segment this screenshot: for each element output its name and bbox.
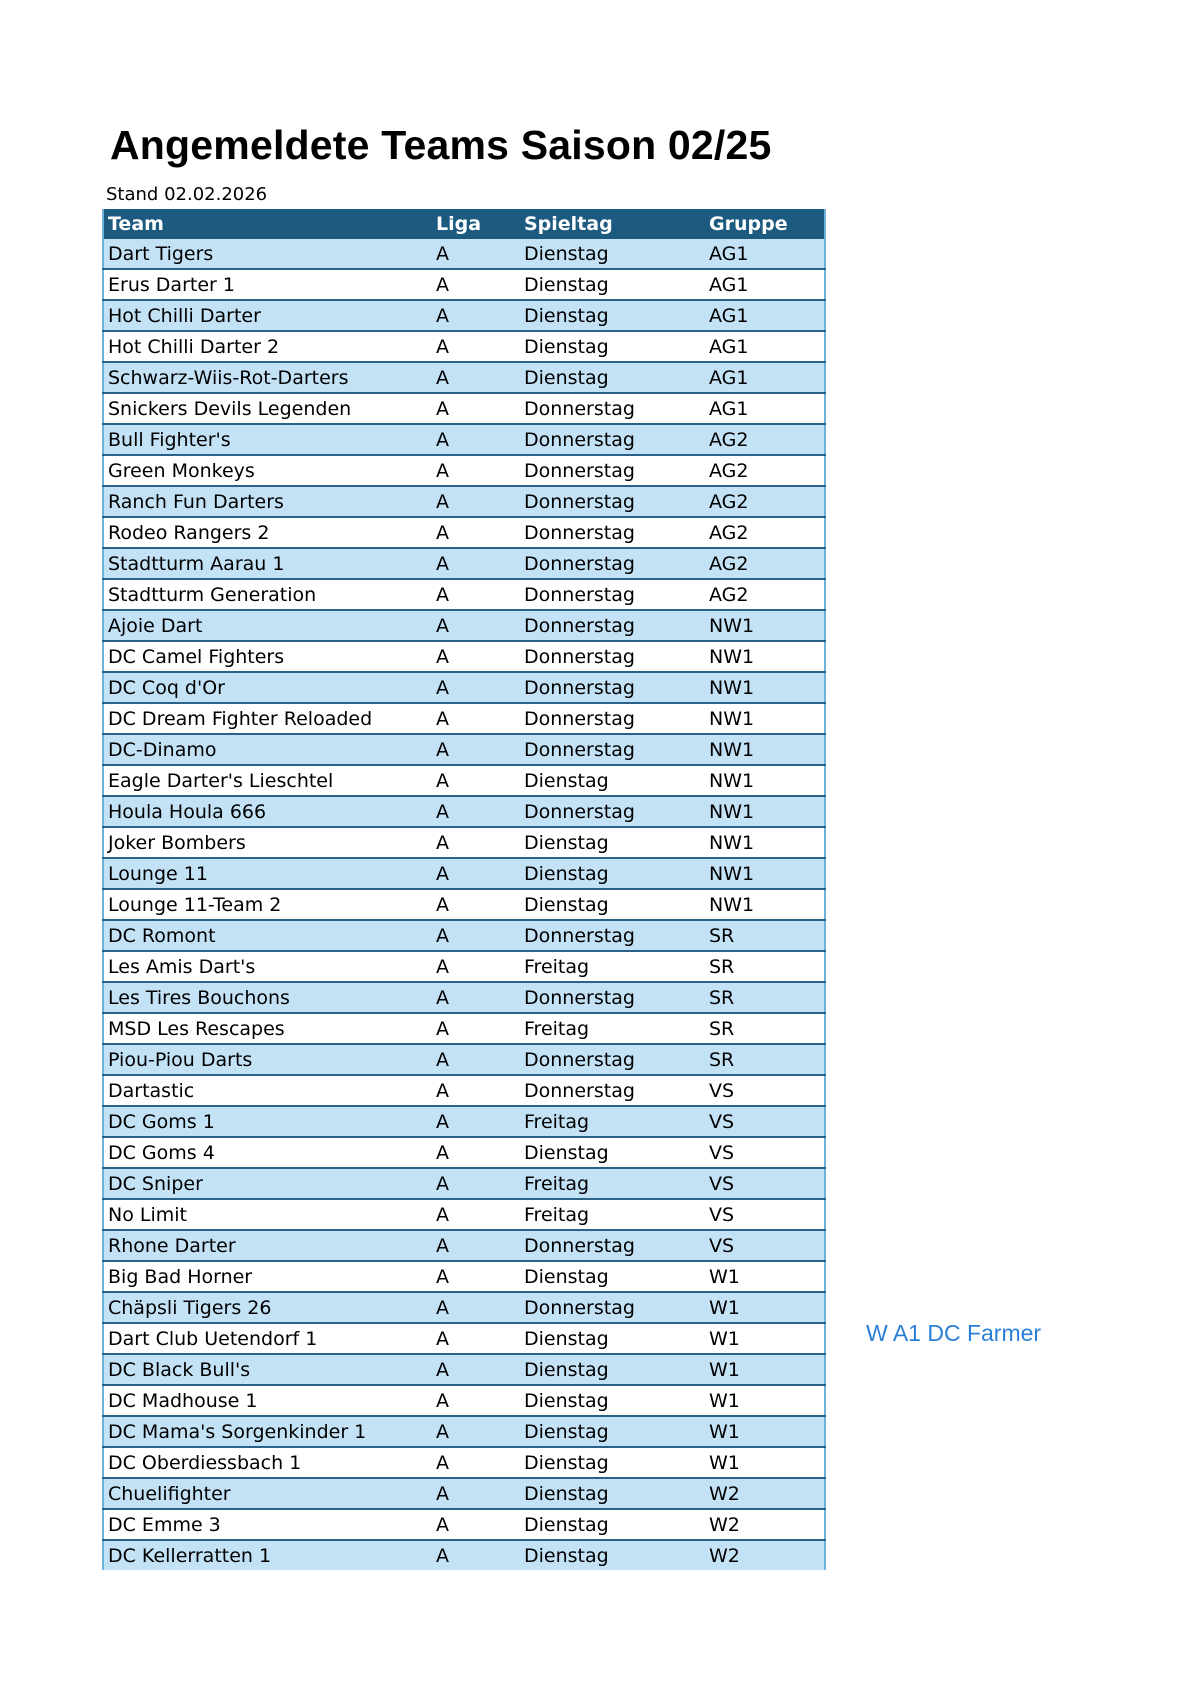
cell-spieltag: Dienstag [520, 269, 705, 300]
cell-liga: A [432, 827, 520, 858]
cell-spieltag: Freitag [520, 1106, 705, 1137]
cell-spieltag: Donnerstag [520, 734, 705, 765]
cell-team: DC Goms 4 [103, 1137, 432, 1168]
cell-spieltag: Dienstag [520, 239, 705, 269]
cell-team: DC Emme 3 [103, 1509, 432, 1540]
table-row [103, 703, 825, 734]
cell-gruppe: W1 [705, 1354, 825, 1385]
cell-liga: A [432, 1013, 520, 1044]
cell-team: Joker Bombers [103, 827, 432, 858]
cell-liga: A [432, 1106, 520, 1137]
cell-gruppe: NW1 [705, 610, 825, 641]
cell-team: DC Romont [103, 920, 432, 951]
cell-team: Ranch Fun Darters [103, 486, 432, 517]
cell-liga: A [432, 796, 520, 827]
cell-liga: A [432, 1385, 520, 1416]
cell-team: Dart Club Uetendorf 1 [103, 1323, 432, 1354]
cell-spieltag: Donnerstag [520, 796, 705, 827]
cell-team: Les Amis Dart's [103, 951, 432, 982]
cell-spieltag: Donnerstag [520, 424, 705, 455]
cell-gruppe: SR [705, 982, 825, 1013]
cell-gruppe: NW1 [705, 703, 825, 734]
cell-gruppe: SR [705, 951, 825, 982]
cell-spieltag: Dienstag [520, 362, 705, 393]
cell-team: Big Bad Horner [103, 1261, 432, 1292]
cell-liga: A [432, 1323, 520, 1354]
table-row [103, 362, 825, 393]
cell-spieltag: Donnerstag [520, 1230, 705, 1261]
cell-liga: A [432, 1261, 520, 1292]
table-row [103, 300, 825, 331]
table-row [103, 1199, 825, 1230]
cell-team: Snickers Devils Legenden [103, 393, 432, 424]
table-row [103, 982, 825, 1013]
teams-table [102, 209, 826, 1570]
table-row [103, 331, 825, 362]
table-row [103, 486, 825, 517]
cell-liga: A [432, 951, 520, 982]
cell-liga: A [432, 765, 520, 796]
cell-gruppe: AG1 [705, 300, 825, 331]
cell-liga: A [432, 889, 520, 920]
cell-team: DC Black Bull's [103, 1354, 432, 1385]
cell-liga: A [432, 641, 520, 672]
cell-liga: A [432, 1416, 520, 1447]
cell-gruppe: NW1 [705, 858, 825, 889]
cell-gruppe: AG2 [705, 455, 825, 486]
cell-spieltag: Dienstag [520, 1478, 705, 1509]
cell-gruppe: W1 [705, 1292, 825, 1323]
table-row [103, 734, 825, 765]
cell-gruppe: W2 [705, 1540, 825, 1570]
cell-liga: A [432, 920, 520, 951]
cell-spieltag: Donnerstag [520, 1292, 705, 1323]
table-row [103, 393, 825, 424]
cell-spieltag: Dienstag [520, 1540, 705, 1570]
table-row [103, 269, 825, 300]
cell-gruppe: W2 [705, 1478, 825, 1509]
table-row [103, 517, 825, 548]
cell-team: DC Sniper [103, 1168, 432, 1199]
table-row [103, 827, 825, 858]
table-row [103, 1354, 825, 1385]
cell-gruppe: VS [705, 1075, 825, 1106]
cell-liga: A [432, 1447, 520, 1478]
cell-gruppe: AG2 [705, 548, 825, 579]
table-row [103, 1044, 825, 1075]
cell-team: Hot Chilli Darter 2 [103, 331, 432, 362]
table-row [103, 1416, 825, 1447]
cell-team: DC Camel Fighters [103, 641, 432, 672]
table-row [103, 765, 825, 796]
table-row [103, 1478, 825, 1509]
cell-liga: A [432, 1199, 520, 1230]
table-row [103, 239, 825, 269]
cell-liga: A [432, 1540, 520, 1570]
cell-gruppe: NW1 [705, 889, 825, 920]
cell-team: Erus Darter 1 [103, 269, 432, 300]
cell-team: Lounge 11-Team 2 [103, 889, 432, 920]
cell-team: DC Dream Fighter Reloaded [103, 703, 432, 734]
table-row [103, 920, 825, 951]
cell-spieltag: Dienstag [520, 827, 705, 858]
cell-spieltag: Dienstag [520, 331, 705, 362]
cell-spieltag: Donnerstag [520, 548, 705, 579]
cell-team: Dartastic [103, 1075, 432, 1106]
cell-spieltag: Dienstag [520, 300, 705, 331]
column-header-spieltag: Spieltag [520, 209, 705, 239]
cell-gruppe: AG1 [705, 362, 825, 393]
cell-spieltag: Donnerstag [520, 579, 705, 610]
cell-gruppe: NW1 [705, 827, 825, 858]
cell-team: Lounge 11 [103, 858, 432, 889]
cell-gruppe: AG1 [705, 331, 825, 362]
cell-liga: A [432, 269, 520, 300]
cell-team: DC Coq d'Or [103, 672, 432, 703]
cell-spieltag: Donnerstag [520, 455, 705, 486]
cell-gruppe: VS [705, 1168, 825, 1199]
cell-spieltag: Dienstag [520, 1354, 705, 1385]
cell-liga: A [432, 393, 520, 424]
cell-gruppe: VS [705, 1137, 825, 1168]
cell-liga: A [432, 1044, 520, 1075]
cell-spieltag: Dienstag [520, 1447, 705, 1478]
cell-team: Bull Fighter's [103, 424, 432, 455]
cell-gruppe: SR [705, 1013, 825, 1044]
cell-spieltag: Donnerstag [520, 486, 705, 517]
cell-liga: A [432, 1075, 520, 1106]
table-row [103, 1168, 825, 1199]
cell-spieltag: Donnerstag [520, 610, 705, 641]
cell-spieltag: Dienstag [520, 1416, 705, 1447]
cell-liga: A [432, 455, 520, 486]
cell-gruppe: AG2 [705, 579, 825, 610]
cell-spieltag: Dienstag [520, 1323, 705, 1354]
cell-liga: A [432, 1509, 520, 1540]
cell-team: Stadtturm Generation [103, 579, 432, 610]
cell-spieltag: Freitag [520, 1168, 705, 1199]
cell-spieltag: Donnerstag [520, 1075, 705, 1106]
cell-spieltag: Donnerstag [520, 517, 705, 548]
cell-spieltag: Dienstag [520, 858, 705, 889]
cell-liga: A [432, 486, 520, 517]
table-row [103, 548, 825, 579]
table-row [103, 1292, 825, 1323]
table-row [103, 455, 825, 486]
cell-liga: A [432, 610, 520, 641]
cell-gruppe: W1 [705, 1447, 825, 1478]
cell-liga: A [432, 517, 520, 548]
cell-team: Piou-Piou Darts [103, 1044, 432, 1075]
cell-team: Chuelifighter [103, 1478, 432, 1509]
cell-liga: A [432, 1168, 520, 1199]
cell-gruppe: VS [705, 1230, 825, 1261]
cell-gruppe: VS [705, 1106, 825, 1137]
cell-team: No Limit [103, 1199, 432, 1230]
cell-liga: A [432, 858, 520, 889]
table-row [103, 1261, 825, 1292]
cell-gruppe: NW1 [705, 672, 825, 703]
cell-liga: A [432, 1292, 520, 1323]
cell-spieltag: Dienstag [520, 1137, 705, 1168]
cell-liga: A [432, 1137, 520, 1168]
table-row [103, 610, 825, 641]
cell-gruppe: AG2 [705, 517, 825, 548]
table-row [103, 858, 825, 889]
cell-team: DC Goms 1 [103, 1106, 432, 1137]
cell-team: Rodeo Rangers 2 [103, 517, 432, 548]
cell-gruppe: AG1 [705, 393, 825, 424]
table-row [103, 672, 825, 703]
side-note: W A1 DC Farmer [866, 1320, 1042, 1346]
column-header-gruppe: Gruppe [705, 209, 825, 239]
cell-team: Hot Chilli Darter [103, 300, 432, 331]
cell-spieltag: Donnerstag [520, 703, 705, 734]
table-row [103, 1075, 825, 1106]
table-row [103, 1385, 825, 1416]
cell-spieltag: Freitag [520, 1199, 705, 1230]
cell-liga: A [432, 1478, 520, 1509]
cell-gruppe: SR [705, 1044, 825, 1075]
table-header-row [103, 209, 825, 239]
cell-liga: A [432, 734, 520, 765]
table-row [103, 889, 825, 920]
cell-liga: A [432, 982, 520, 1013]
cell-spieltag: Donnerstag [520, 393, 705, 424]
cell-liga: A [432, 548, 520, 579]
cell-team: Ajoie Dart [103, 610, 432, 641]
cell-team: Chäpsli Tigers 26 [103, 1292, 432, 1323]
table-row [103, 579, 825, 610]
table-row [103, 1323, 825, 1354]
table-row [103, 1230, 825, 1261]
cell-spieltag: Donnerstag [520, 672, 705, 703]
cell-gruppe: NW1 [705, 765, 825, 796]
stand-date: Stand 02.02.2026 [106, 184, 268, 205]
cell-team: MSD Les Rescapes [103, 1013, 432, 1044]
cell-liga: A [432, 703, 520, 734]
table-row [103, 1509, 825, 1540]
cell-gruppe: W1 [705, 1385, 825, 1416]
cell-liga: A [432, 672, 520, 703]
cell-gruppe: AG2 [705, 486, 825, 517]
table-row [103, 1106, 825, 1137]
column-header-liga: Liga [432, 209, 520, 239]
cell-team: Green Monkeys [103, 455, 432, 486]
cell-team: DC Madhouse 1 [103, 1385, 432, 1416]
cell-team: DC Kellerratten 1 [103, 1540, 432, 1570]
cell-gruppe: AG1 [705, 269, 825, 300]
cell-liga: A [432, 579, 520, 610]
cell-gruppe: W1 [705, 1261, 825, 1292]
cell-gruppe: SR [705, 920, 825, 951]
cell-spieltag: Donnerstag [520, 920, 705, 951]
cell-spieltag: Freitag [520, 1013, 705, 1044]
table-row [103, 1447, 825, 1478]
cell-spieltag: Freitag [520, 951, 705, 982]
cell-team: Les Tires Bouchons [103, 982, 432, 1013]
cell-gruppe: W1 [705, 1323, 825, 1354]
table-row [103, 1540, 825, 1570]
cell-liga: A [432, 239, 520, 269]
cell-spieltag: Donnerstag [520, 1044, 705, 1075]
cell-team: Rhone Darter [103, 1230, 432, 1261]
cell-gruppe: NW1 [705, 734, 825, 765]
cell-team: Schwarz-Wiis-Rot-Darters [103, 362, 432, 393]
cell-spieltag: Dienstag [520, 1509, 705, 1540]
cell-gruppe: NW1 [705, 796, 825, 827]
table-row [103, 951, 825, 982]
cell-spieltag: Donnerstag [520, 982, 705, 1013]
table-row [103, 796, 825, 827]
cell-liga: A [432, 1354, 520, 1385]
cell-team: DC Oberdiessbach 1 [103, 1447, 432, 1478]
table-row [103, 1137, 825, 1168]
cell-gruppe: W1 [705, 1416, 825, 1447]
cell-spieltag: Dienstag [520, 889, 705, 920]
table-row [103, 424, 825, 455]
cell-team: Eagle Darter's Lieschtel [103, 765, 432, 796]
cell-liga: A [432, 1230, 520, 1261]
cell-liga: A [432, 331, 520, 362]
cell-team: Stadtturm Aarau 1 [103, 548, 432, 579]
cell-gruppe: AG2 [705, 424, 825, 455]
cell-spieltag: Dienstag [520, 1261, 705, 1292]
cell-gruppe: W2 [705, 1509, 825, 1540]
cell-team: DC-Dinamo [103, 734, 432, 765]
column-header-team: Team [103, 209, 432, 239]
table-row [103, 1013, 825, 1044]
page-title: Angemeldete Teams Saison 02/25 [110, 122, 772, 168]
table-row [103, 641, 825, 672]
cell-gruppe: AG1 [705, 239, 825, 269]
cell-gruppe: VS [705, 1199, 825, 1230]
cell-gruppe: NW1 [705, 641, 825, 672]
cell-liga: A [432, 424, 520, 455]
cell-team: Houla Houla 666 [103, 796, 432, 827]
cell-liga: A [432, 362, 520, 393]
cell-team: Dart Tigers [103, 239, 432, 269]
cell-spieltag: Donnerstag [520, 641, 705, 672]
cell-team: DC Mama's Sorgenkinder 1 [103, 1416, 432, 1447]
cell-liga: A [432, 300, 520, 331]
cell-spieltag: Dienstag [520, 765, 705, 796]
cell-spieltag: Dienstag [520, 1385, 705, 1416]
